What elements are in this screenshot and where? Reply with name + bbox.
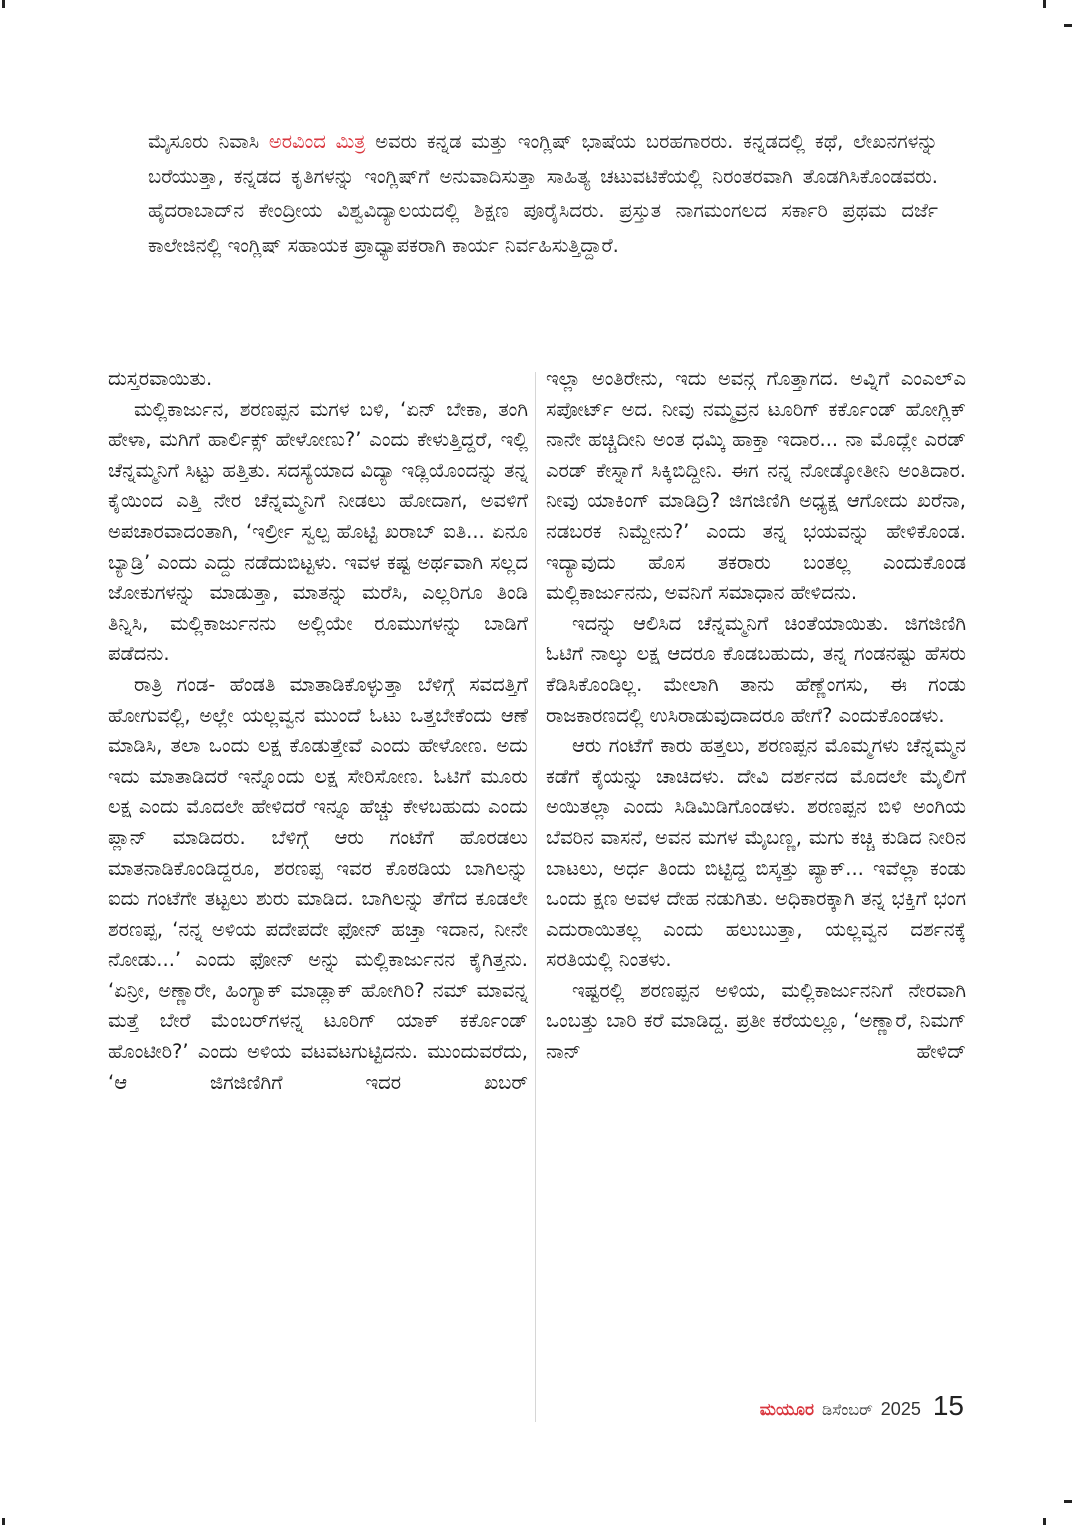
right-column [546, 364, 966, 1384]
column-divider [535, 372, 536, 1422]
author-name: ಅರವಿಂದ ಮಿತ್ರ [268, 130, 366, 153]
crop-mark-top-right-h [1064, 24, 1072, 27]
bio-prefix: ಮೈಸೂರು ನಿವಾಸಿ [148, 130, 269, 153]
paragraph: ದುಸ್ತರವಾಯಿತು. [108, 367, 213, 390]
paragraph: ಆರು ಗಂಟೆಗೆ ಕಾರು ಹತ್ತಲು, ಶರಣಪ್ಪನ ಮೊಮ್ಮಗಳು ಚೆನ್ನಮ್ಮನ ಕಡೆಗೆ ಕೈಯನ್ನು ಚಾಚಿದಳು. ದೇವಿ ದರ್ಶನದ ಮೊದಲೇ ಮೈಲಿಗೆ ಅಯಿತಲ್ಲಾ ಎಂದು ಸಿಡಿಮಿಡಿಗೊಂಡಳು. ಶರಣಪ್ಪನ ಬಿಳಿ ಅಂಗಿಯ ಬೆವರಿನ ವಾಸನೆ, ಅವನ ಮಗಳ ಮೈಬಣ್ಣ, ಮಗು ಕಚ್ಚಿ ಕುಡಿದ ನೀರಿನ ಬಾಟಲು, ಅರ್ಧ ತಿಂದು ಬಿಟ್ಟಿದ್ದ ಬಿಸ್ಕತ್ತು ಪ್ಯಾಕ್... ಇವೆಲ್ಲಾ ಕಂಡು ಒಂದು ಕ್ಷಣ ಅವಳ ದೇಹ ನಡುಗಿತು. ಅಧಿಕಾರಕ್ಕಾಗಿ ತನ್ನ ಭಕ್ತಿಗೆ ಭಂಗ ಎದುರಾಯಿತಲ್ಲ ಎಂದು ಹಲುಬುತ್ತಾ, ಯಲ್ಲವ್ವನ ದರ್ಶನಕ್ಕೆ ಸರತಿಯಲ್ಲಿ ನಿಂತಳು. [546, 734, 966, 972]
left-column [108, 364, 528, 1384]
crop-mark-top-left [2, 0, 5, 8]
page-number: 15 [932, 1390, 964, 1421]
crop-mark-bottom-left [2, 1518, 5, 1525]
magazine-logo: ಮಯೂರ [759, 1400, 814, 1420]
paragraph: ಇಷ್ಟರಲ್ಲಿ ಶರಣಪ್ಪನ ಅಳಿಯ, ಮಲ್ಲಿಕಾರ್ಜುನನಿಗೆ ನೇರವಾಗಿ ಒಂಬತ್ತು ಬಾರಿ ಕರೆ ಮಾಡಿದ್ದ. ಪ್ರತೀ ಕರೆಯಲ್ಲೂ, ‘ಅಣ್ಣಾರೆ, ನಿಮಗ್ ನಾನ್ ಹೇಳಿದ್ [546, 978, 966, 1064]
issue-month: ಡಿಸೆಂಬರ್ [822, 1400, 873, 1419]
issue-year: 2025 [880, 1399, 921, 1419]
story-body [108, 364, 966, 1384]
paragraph: ಮಲ್ಲಿಕಾರ್ಜುನ, ಶರಣಪ್ಪನ ಮಗಳ ಬಳಿ, ‘ಏನ್ ಬೇಕಾ, ತಂಗಿ ಹೇಳಾ, ಮಗಿಗೆ ಹಾರ್ಲಿಕ್ಸ್ ಹೇಳೋಣು?’ ಎಂದು ಕೇಳುತ್ತಿದ್ದರೆ, ಇಲ್ಲಿ ಚೆನ್ನಮ್ಮನಿಗೆ ಸಿಟ್ಟು ಹತ್ತಿತು. ಸದಸ್ಯೆಯಾದ ವಿದ್ಯಾ ಇಡ್ಲಿಯೊಂದನ್ನು ತನ್ನ ಕೈಯಿಂದ ಎತ್ತಿ ನೇರ ಚೆನ್ನಮ್ಮನಿಗೆ ನೀಡಲು ಹೋದಾಗ, ಅವಳಿಗೆ ಅಪಚಾರವಾದಂತಾಗಿ, ‘ಇರ್ಲ್ರೀ ಸ್ವಲ್ಪ ಹೊಟ್ಟಿ ಖರಾಬ್ ಐತಿ... ಏನೂ ಬ್ಯಾಡ್ರಿ’ ಎಂದು ಎದ್ದು ನಡೆದುಬಿಟ್ಟಳು. ಇವಳ ಕಷ್ಟ ಅರ್ಥವಾಗಿ ಸಲ್ಲದ ಜೋಕುಗಳನ್ನು ಮಾಡುತ್ತಾ, ಮಾತನ್ನು ಮರೆಸಿ, ಎಲ್ಲರಿಗೂ ತಿಂಡಿ ತಿನ್ನಿಸಿ, ಮಲ್ಲಿಕಾರ್ಜುನನು ಅಲ್ಲಿಯೇ ರೂಮುಗಳನ್ನು ಬಾಡಿಗೆ ಪಡೆದನು. [108, 397, 528, 666]
crop-mark-top-right-v [1043, 0, 1046, 8]
paragraph: ಇಲ್ಲಾ ಅಂತಿರೇನು, ಇದು ಅವನ್ಗ ಗೊತ್ತಾಗದ. ಅವ್ನಿಗೆ ಎಂಎಲ್ಎ ಸಪೋರ್ಟ್ ಅದ. ನೀವು ನಮ್ಮವ್ರನ ಟೂರಿಗ್ ಕರ್ಕೊಂಡ್ ಹೋಗ್ಲಿಕ್ ನಾನೇ ಹಚ್ಚಿದೀನಿ ಅಂತ ಧಮ್ಕಿ ಹಾಕ್ತಾ ಇದಾರ... ನಾ ಮೊದ್ಲೇ ಎರಡ್ ಎರಡ್ ಕೇಸ್ನಾಗೆ ಸಿಕ್ಕಿಬಿದ್ದೀನಿ. ಈಗ ನನ್ನ ನೋಡ್ಕೋತೀನಿ ಅಂತಿದಾರ. ನೀವು ಯಾಕಿಂಗ್ ಮಾಡಿದ್ರಿ? ಜಿಗಜಿಣಿಗಿ ಅಧ್ಯಕ್ಷ ಆಗೋದು ಖರೆನಾ, ನಡಬರಕ ನಿಮ್ದೇನು?’ ಎಂದು ತನ್ನ ಭಯವನ್ನು ಹೇಳಿಕೊಂಡ. ಇದ್ಯಾವುದು ಹೊಸ ತಕರಾರು ಬಂತಲ್ಲ ಎಂದುಕೊಂಡ ಮಲ್ಲಿಕಾರ್ಜುನನು, ಅವನಿಗೆ ಸಮಾಧಾನ ಹೇಳಿದನು. [546, 367, 966, 605]
author-bio [148, 125, 938, 263]
bio-text: ಅವರು ಕನ್ನಡ ಮತ್ತು ಇಂಗ್ಲಿಷ್ ಭಾಷೆಯ ಬರಹಗಾರರು. ಕನ್ನಡದಲ್ಲಿ ಕಥೆ, ಲೇಖನಗಳನ್ನು ಬರೆಯುತ್ತಾ, ಕನ್ನಡದ ಕೃತಿಗಳನ್ನು ಇಂಗ್ಲಿಷ್‌ಗೆ ಅನುವಾದಿಸುತ್ತಾ ಸಾಹಿತ್ಯ ಚಟುವಟಿಕೆಯಲ್ಲಿ ನಿರಂತರವಾಗಿ ತೊಡಗಿಸಿಕೊಂಡವರು. ಹೈದರಾಬಾದ್‌ನ ಕೇಂದ್ರೀಯ ವಿಶ್ವವಿದ್ಯಾಲಯದಲ್ಲಿ ಶಿಕ್ಷಣ ಪೂರೈಸಿದರು. ಪ್ರಸ್ತುತ ನಾಗಮಂಗಲದ ಸರ್ಕಾರಿ ಪ್ರಥಮ ದರ್ಜೆ ಕಾಲೇಜಿನಲ್ಲಿ ಇಂಗ್ಲಿಷ್ ಸಹಾಯಕ ಪ್ರಾಧ್ಯಾಪಕರಾಗಿ ಕಾರ್ಯ ನಿರ್ವಹಿಸುತ್ತಿದ್ದಾರೆ. [148, 130, 938, 257]
crop-mark-bottom-right-v [1043, 1518, 1046, 1525]
page-footer [760, 1390, 964, 1422]
crop-mark-bottom-right-h [1064, 1500, 1072, 1503]
paragraph: ರಾತ್ರಿ ಗಂಡ- ಹೆಂಡತಿ ಮಾತಾಡಿಕೊಳ್ಳುತ್ತಾ ಬೆಳಿಗ್ಗೆ ಸವದತ್ತಿಗೆ ಹೋಗುವಲ್ಲಿ, ಅಲ್ಲೇ ಯಲ್ಲವ್ವನ ಮುಂದೆ ಓಟು ಒತ್ತಬೇಕೆಂದು ಆಣೆ ಮಾಡಿಸಿ, ತಲಾ ಒಂದು ಲಕ್ಷ ಕೊಡುತ್ತೇವೆ ಎಂದು ಹೇಳೋಣ. ಅದು ಇದು ಮಾತಾಡಿದರೆ ಇನ್ನೊಂದು ಲಕ್ಷ ಸೇರಿಸೋಣ. ಓಟಿಗೆ ಮೂರು ಲಕ್ಷ ಎಂದು ಮೊದಲೇ ಹೇಳಿದರೆ ಇನ್ನೂ ಹೆಚ್ಚು ಕೇಳಬಹುದು ಎಂದು ಪ್ಲಾನ್ ಮಾಡಿದರು. ಬೆಳಿಗ್ಗೆ ಆರು ಗಂಟೆಗೆ ಹೊರಡಲು ಮಾತನಾಡಿಕೊಂಡಿದ್ದರೂ, ಶರಣಪ್ಪ ಇವರ ಕೊಠಡಿಯ ಬಾಗಿಲನ್ನು ಐದು ಗಂಟೆಗೇ ತಟ್ಟಲು ಶುರು ಮಾಡಿದ. ಬಾಗಿಲನ್ನು ತೆಗೆದ ಕೂಡಲೇ ಶರಣಪ್ಪ, ‘ನನ್ನ ಅಳಿಯ ಪದೇಪದೇ ಫೋನ್ ಹಚ್ತಾ ಇದಾನ, ನೀನೇ ನೋಡು...’ ಎಂದು ಫೋನ್ ಅನ್ನು ಮಲ್ಲಿಕಾರ್ಜುನನ ಕೈಗಿತ್ತನು. ‘ಏನ್ರೀ, ಅಣ್ಣಾರೇ, ಹಿಂಗ್ಯಾಕ್ ಮಾಡ್ಲಾಕ್ ಹೋಗಿರಿ? ನಮ್ ಮಾವನ್ನ ಮತ್ತೆ ಬೇರೆ ಮೆಂಬರ್‌ಗಳನ್ನ ಟೂರಿಗ್ ಯಾಕ್ ಕರ್ಕೊಂಡ್ ಹೊಂಟೀರಿ?’ ಎಂದು ಅಳಿಯ ವಟವಟಗುಟ್ಟಿದನು. ಮುಂದುವರೆದು, ‘ಆ ಜಿಗಜಿಣಿಗಿಗೆ ಇದರ ಖಬರ್ [108, 672, 528, 1094]
paragraph: ಇದನ್ನು ಆಲಿಸಿದ ಚೆನ್ನಮ್ಮನಿಗೆ ಚಿಂತೆಯಾಯಿತು. ಜಿಗಜಿಣಿಗಿ ಓಟಿಗೆ ನಾಲ್ಕು ಲಕ್ಷ ಆದರೂ ಕೊಡಬಹುದು, ತನ್ನ ಗಂಡನಷ್ಟು ಹೆಸರು ಕೆಡಿಸಿಕೊಂಡಿಲ್ಲ. ಮೇಲಾಗಿ ತಾನು ಹೆಣ್ಣೆಂಗಸು, ಈ ಗಂಡು ರಾಜಕಾರಣದಲ್ಲಿ ಉಸಿರಾಡುವುದಾದರೂ ಹೇಗೆ? ಎಂದುಕೊಂಡಳು. [546, 611, 966, 727]
